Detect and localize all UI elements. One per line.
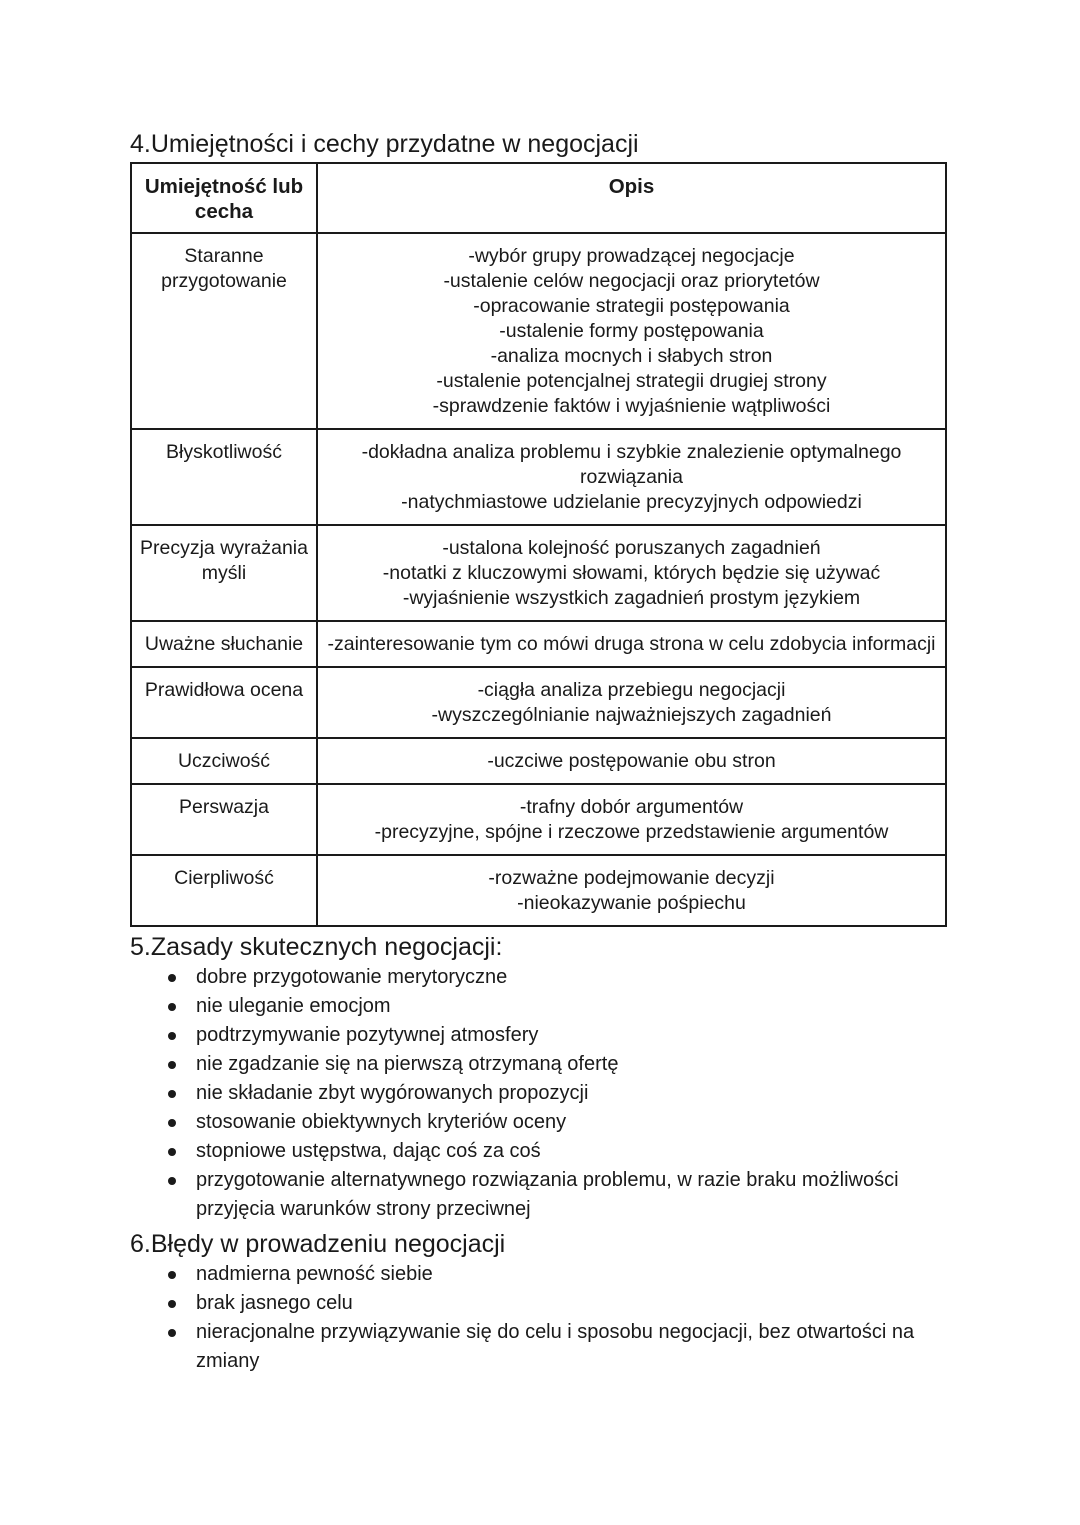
list-item-text: podtrzymywanie pozytywnej atmosfery — [196, 1024, 539, 1046]
list-item — [130, 992, 950, 1021]
description-line: -natychmiastowe udzielanie precyzyjnych odpowiedzi — [401, 491, 862, 513]
table-row — [131, 667, 946, 738]
skill-cell: Prawidłowa ocena — [131, 667, 317, 738]
description-line: -opracowanie strategii postępowania — [473, 295, 790, 317]
skill-cell: Perswazja — [131, 784, 317, 855]
bullet-icon — [168, 1032, 176, 1040]
table-row — [131, 233, 946, 429]
description-line: -zainteresowanie tym co mówi druga strona w celu zdobycia informacji — [327, 633, 936, 655]
description-line: -uczciwe postępowanie obu stron — [487, 750, 776, 772]
bullet-icon — [168, 1090, 176, 1098]
description-line: -wybór grupy prowadzącej negocjacje — [468, 245, 795, 267]
list-item — [130, 1166, 950, 1224]
skill-cell: Błyskotliwość — [131, 429, 317, 525]
description-cell — [317, 738, 946, 784]
skill-cell: Cierpliwość — [131, 855, 317, 926]
description-line: -rozważne podejmowanie decyzji — [488, 867, 775, 889]
description-line: -notatki z kluczowymi słowami, których będzie się używać — [382, 562, 881, 584]
bullet-icon — [168, 974, 176, 982]
description-line: -ustalenie formy postępowania — [499, 320, 764, 342]
bullet-icon — [168, 1003, 176, 1011]
table-row — [131, 855, 946, 926]
list-item-text: nadmierna pewność siebie — [196, 1263, 433, 1285]
description-line: -wyjaśnienie wszystkich zagadnień prostym językiem — [402, 587, 861, 609]
description-cell — [317, 233, 946, 429]
bullet-icon — [168, 1271, 176, 1279]
bullet-icon — [168, 1061, 176, 1069]
description-line: -nieokazywanie pośpiechu — [517, 892, 746, 914]
section-6-heading: 6.Błędy w prowadzeniu negocjacji — [130, 1230, 506, 1258]
list-item-text: nie uleganie emocjom — [196, 995, 391, 1017]
bullet-icon — [168, 1329, 176, 1337]
list-item-text: przygotowanie alternatywnego rozwiązania problemu, w razie braku możliwości przyjęcia warunków strony przeciwnej — [196, 1169, 899, 1220]
description-cell — [317, 667, 946, 738]
description-cell — [317, 784, 946, 855]
description-cell — [317, 429, 946, 525]
description-line: -ustalona kolejność poruszanych zagadnień — [442, 537, 821, 559]
description-line: -ustalenie potencjalnej strategii drugiej strony — [436, 370, 827, 392]
list-item — [130, 1021, 950, 1050]
skill-cell: Precyzja wyrażania myśli — [131, 525, 317, 621]
list-item — [130, 1318, 950, 1376]
bullet-icon — [168, 1177, 176, 1185]
description-line: -analiza mocnych i słabych stron — [490, 345, 773, 367]
description-line: -dokładna analiza problemu i szybkie znalezienie optymalnego rozwiązania — [361, 441, 902, 488]
bullet-icon — [168, 1148, 176, 1156]
document-page — [130, 128, 950, 1376]
table-row — [131, 738, 946, 784]
header-skill: Umiejętność lub cecha — [131, 163, 317, 233]
list-item — [130, 1260, 950, 1289]
list-item — [130, 1137, 950, 1166]
table-row — [131, 784, 946, 855]
list-item-text: nie składanie zbyt wygórowanych propozycji — [196, 1082, 589, 1104]
table-row — [131, 429, 946, 525]
list-item-text: nieracjonalne przywiązywanie się do celu i sposobu negocjacji, bez otwartości na zmiany — [196, 1321, 915, 1372]
list-item — [130, 1050, 950, 1079]
negotiation-principles-list — [130, 963, 950, 1224]
description-line: -wyszczególnianie najważniejszych zagadnień — [431, 704, 832, 726]
description-line: -ciągła analiza przebiegu negocjacji — [477, 679, 786, 701]
list-item-text: nie zgadzanie się na pierwszą otrzymaną ofertę — [196, 1053, 619, 1075]
description-line: -sprawdzenie faktów i wyjaśnienie wątpliwości — [432, 395, 831, 417]
description-cell — [317, 855, 946, 926]
section-5-heading: 5.Zasady skutecznych negocjacji: — [130, 933, 503, 961]
list-item-text: stosowanie obiektywnych kryteriów oceny — [196, 1111, 567, 1133]
skills-table-body — [131, 233, 946, 926]
table-header-row — [131, 163, 946, 233]
list-item — [130, 1289, 950, 1318]
skill-cell: Uważne słuchanie — [131, 621, 317, 667]
list-item — [130, 1079, 950, 1108]
list-item — [130, 963, 950, 992]
table-row — [131, 525, 946, 621]
skill-cell: Staranne przygotowanie — [131, 233, 317, 429]
negotiation-mistakes-list — [130, 1260, 950, 1376]
description-line: -ustalenie celów negocjacji oraz priorytetów — [443, 270, 820, 292]
section-4-heading: 4.Umiejętności i cechy przydatne w negocjacji — [130, 130, 639, 158]
list-item-text: stopniowe ustępstwa, dając coś za coś — [196, 1140, 541, 1162]
list-item — [130, 1108, 950, 1137]
list-item-text: brak jasnego celu — [196, 1292, 353, 1314]
skill-cell: Uczciwość — [131, 738, 317, 784]
list-item-text: dobre przygotowanie merytoryczne — [196, 966, 508, 988]
description-cell — [317, 525, 946, 621]
bullet-icon — [168, 1119, 176, 1127]
description-line: -precyzyjne, spójne i rzeczowe przedstawienie argumentów — [374, 821, 889, 843]
skills-table — [130, 162, 947, 927]
table-row — [131, 621, 946, 667]
description-cell — [317, 621, 946, 667]
bullet-icon — [168, 1300, 176, 1308]
description-line: -trafny dobór argumentów — [519, 796, 744, 818]
header-description: Opis — [317, 163, 946, 233]
